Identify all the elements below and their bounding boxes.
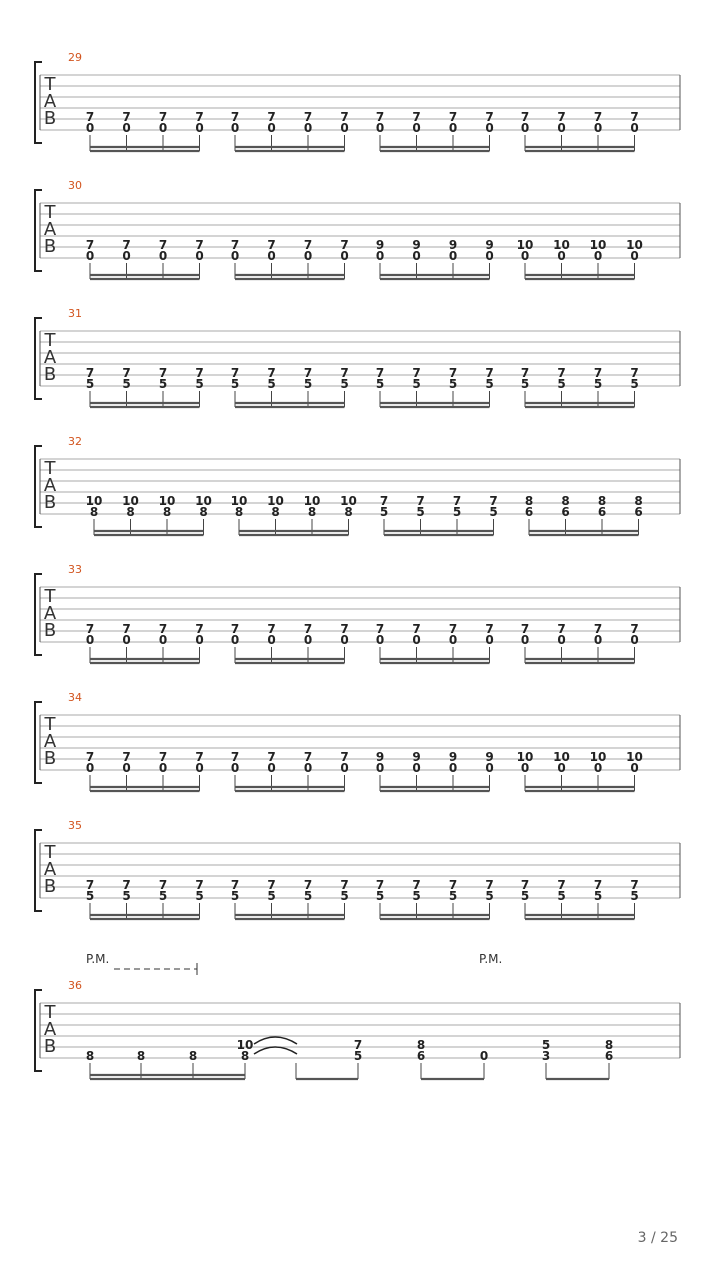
fret-number: 0 (485, 249, 494, 263)
fret-number: 8 (416, 1038, 426, 1052)
fret-number: 0 (375, 249, 385, 263)
fret-number: 0 (448, 249, 458, 263)
fret-number: 0 (230, 761, 240, 775)
fret-number: 0 (630, 121, 639, 135)
fret-number: 5 (412, 377, 421, 391)
measure-number: 34 (68, 691, 82, 704)
fret-number: 0 (85, 249, 95, 263)
fret-number: 7 (557, 622, 566, 636)
fret-number: 7 (375, 622, 385, 636)
fret-number: 7 (267, 366, 276, 380)
fret-number: 5 (158, 889, 168, 903)
fret-number: 6 (416, 1049, 426, 1063)
fret-number: 7 (230, 622, 240, 636)
fret-number: 7 (158, 622, 168, 636)
fret-number: 8 (234, 505, 244, 519)
fret-number: 5 (630, 889, 639, 903)
system-bracket (35, 190, 42, 271)
fret-number: 7 (448, 110, 458, 124)
fret-number: 8 (344, 505, 353, 519)
fret-number: 5 (122, 889, 131, 903)
fret-number: 3 (541, 1049, 551, 1063)
fret-number: 0 (520, 249, 530, 263)
tab-clef-t: T (44, 1002, 56, 1023)
tab-clef-a: A (43, 91, 57, 112)
fret-number: 8 (89, 505, 99, 519)
fret-number: 5 (195, 889, 204, 903)
fret-number: 5 (452, 505, 462, 519)
fret-number: 0 (593, 633, 603, 647)
fret-number: 7 (195, 750, 204, 764)
fret-number: 7 (557, 366, 566, 380)
fret-number: 5 (520, 377, 530, 391)
fret-number: 7 (267, 878, 276, 892)
measure-number: 35 (68, 819, 82, 832)
fret-number: 7 (85, 622, 95, 636)
fret-number: 7 (303, 622, 313, 636)
page-number: 3 / 25 (637, 1230, 678, 1246)
fret-number: 0 (230, 633, 240, 647)
tab-clef-b: B (43, 236, 57, 257)
system-bracket (35, 62, 42, 143)
fret-number: 7 (122, 366, 131, 380)
fret-number: 7 (122, 238, 131, 252)
fret-number: 7 (267, 750, 276, 764)
fret-number: 0 (375, 633, 385, 647)
fret-number: 0 (630, 761, 639, 775)
fret-number: 0 (593, 121, 603, 135)
fret-number: 7 (230, 238, 240, 252)
fret-number: 5 (303, 889, 313, 903)
fret-number: 10 (516, 750, 534, 764)
fret-number: 7 (557, 878, 566, 892)
fret-number: 7 (379, 494, 389, 508)
fret-number: 0 (303, 249, 313, 263)
fret-number: 0 (267, 121, 276, 135)
fret-number: 0 (340, 761, 349, 775)
fret-number: 5 (267, 889, 276, 903)
fret-number: 5 (85, 889, 95, 903)
fret-number: 7 (448, 622, 458, 636)
fret-number: 5 (379, 505, 389, 519)
measure-number: 31 (68, 307, 82, 320)
fret-number: 5 (448, 377, 458, 391)
fret-number: 0 (412, 121, 421, 135)
fret-number: 0 (303, 633, 313, 647)
fret-number: 0 (557, 761, 566, 775)
tab-clef-a: A (43, 731, 57, 752)
fret-number: 7 (489, 494, 498, 508)
fret-number: 7 (593, 622, 603, 636)
measure-number: 33 (68, 563, 82, 576)
fret-number: 8 (597, 494, 607, 508)
fret-number: 0 (485, 633, 494, 647)
fret-number: 7 (412, 110, 421, 124)
tab-clef-t: T (44, 586, 56, 607)
fret-number: 0 (195, 633, 204, 647)
fret-number: 8 (126, 505, 135, 519)
fret-number: 7 (303, 366, 313, 380)
fret-number: 8 (240, 1049, 250, 1063)
tab-clef-b: B (43, 492, 57, 513)
fret-number: 5 (541, 1038, 551, 1052)
fret-number: 0 (479, 1049, 489, 1063)
fret-number: 10 (267, 494, 284, 508)
fret-number: 0 (557, 121, 566, 135)
tab-clef-a: A (43, 859, 57, 880)
fret-number: 5 (593, 377, 603, 391)
fret-number: 8 (307, 505, 317, 519)
fret-number: 5 (340, 377, 349, 391)
fret-number: 0 (158, 249, 168, 263)
fret-number: 7 (557, 110, 566, 124)
fret-number: 5 (230, 889, 240, 903)
fret-number: 0 (557, 633, 566, 647)
fret-number: 0 (195, 249, 204, 263)
system-bracket (35, 446, 42, 527)
tab-clef-a: A (43, 347, 57, 368)
fret-number: 0 (85, 121, 95, 135)
fret-number: 0 (593, 761, 603, 775)
fret-number: 7 (520, 622, 530, 636)
system-bracket (35, 318, 42, 399)
fret-number: 7 (593, 110, 603, 124)
fret-number: 10 (303, 494, 321, 508)
fret-number: 8 (561, 494, 570, 508)
fret-number: 7 (375, 366, 385, 380)
fret-number: 7 (375, 878, 385, 892)
fret-number: 10 (553, 238, 570, 252)
fret-number: 7 (485, 878, 494, 892)
fret-number: 9 (412, 238, 421, 252)
fret-number: 0 (593, 249, 603, 263)
fret-number: 7 (85, 750, 95, 764)
tab-clef-b: B (43, 1036, 57, 1057)
fret-number: 7 (412, 622, 421, 636)
fret-number: 7 (122, 878, 131, 892)
fret-number: 0 (195, 121, 204, 135)
fret-number: 8 (188, 1049, 198, 1063)
measure-number: 32 (68, 435, 82, 448)
tab-clef-b: B (43, 748, 57, 769)
fret-number: 6 (604, 1049, 614, 1063)
fret-number: 0 (158, 633, 168, 647)
fret-number: 9 (485, 238, 494, 252)
fret-number: 5 (230, 377, 240, 391)
fret-number: 7 (122, 750, 131, 764)
fret-number: 10 (340, 494, 357, 508)
fret-number: 8 (524, 494, 534, 508)
fret-number: 5 (630, 377, 639, 391)
fret-number: 7 (267, 110, 276, 124)
fret-number: 0 (230, 121, 240, 135)
fret-number: 0 (122, 633, 131, 647)
fret-number: 7 (340, 238, 349, 252)
fret-number: 0 (630, 633, 639, 647)
fret-number: 10 (230, 494, 248, 508)
fret-number: 7 (195, 366, 204, 380)
fret-number: 0 (267, 633, 276, 647)
fret-number: 0 (520, 761, 530, 775)
fret-number: 7 (122, 622, 131, 636)
fret-number: 0 (303, 761, 313, 775)
fret-number: 5 (489, 505, 498, 519)
fret-number: 9 (485, 750, 494, 764)
fret-number: 8 (604, 1038, 614, 1052)
fret-number: 5 (122, 377, 131, 391)
fret-number: 7 (303, 238, 313, 252)
fret-number: 7 (195, 878, 204, 892)
fret-number: 0 (122, 121, 131, 135)
fret-number: 6 (597, 505, 607, 519)
fret-number: 10 (195, 494, 212, 508)
fret-number: 9 (448, 750, 458, 764)
fret-number: 7 (630, 366, 639, 380)
fret-number: 8 (199, 505, 208, 519)
fret-number: 0 (485, 121, 494, 135)
fret-number: 5 (85, 377, 95, 391)
fret-number: 7 (448, 878, 458, 892)
tie (254, 1037, 297, 1044)
fret-number: 0 (230, 249, 240, 263)
fret-number: 10 (589, 750, 607, 764)
fret-number: 9 (375, 750, 385, 764)
fret-number: 7 (485, 110, 494, 124)
fret-number: 0 (158, 121, 168, 135)
palm-mute-label-1: P.M. (86, 952, 110, 966)
fret-number: 10 (553, 750, 570, 764)
fret-number: 7 (158, 366, 168, 380)
fret-number: 7 (267, 622, 276, 636)
fret-number: 5 (557, 377, 566, 391)
fret-number: 5 (520, 889, 530, 903)
tab-clef-a: A (43, 603, 57, 624)
fret-number: 0 (195, 761, 204, 775)
fret-number: 7 (303, 110, 313, 124)
fret-number: 0 (267, 761, 276, 775)
fret-number: 7 (452, 494, 462, 508)
fret-number: 5 (375, 377, 385, 391)
measure-number: 29 (68, 51, 82, 64)
fret-number: 0 (303, 121, 313, 135)
fret-number: 0 (520, 633, 530, 647)
fret-number: 5 (412, 889, 421, 903)
fret-number: 7 (630, 878, 639, 892)
fret-number: 7 (412, 878, 421, 892)
fret-number: 7 (340, 622, 349, 636)
fret-number: 0 (448, 761, 458, 775)
fret-number: 7 (303, 750, 313, 764)
fret-number: 10 (85, 494, 103, 508)
fret-number: 5 (485, 377, 494, 391)
fret-number: 7 (230, 750, 240, 764)
fret-number: 7 (195, 238, 204, 252)
tab-clef-t: T (44, 202, 56, 223)
fret-number: 6 (524, 505, 534, 519)
fret-number: 0 (448, 633, 458, 647)
fret-number: 7 (630, 622, 639, 636)
measure-number: 30 (68, 179, 82, 192)
fret-number: 7 (520, 878, 530, 892)
fret-number: 5 (448, 889, 458, 903)
fret-number: 6 (561, 505, 570, 519)
system-bracket (35, 702, 42, 783)
fret-number: 10 (236, 1038, 254, 1052)
fret-number: 7 (340, 110, 349, 124)
fret-number: 7 (303, 878, 313, 892)
fret-number: 5 (158, 377, 168, 391)
fret-number: 5 (340, 889, 349, 903)
tab-clef-b: B (43, 108, 57, 129)
fret-number: 5 (303, 377, 313, 391)
fret-number: 0 (630, 249, 639, 263)
measure-number: 36 (68, 979, 82, 992)
fret-number: 7 (85, 366, 95, 380)
system-bracket (35, 830, 42, 911)
fret-number: 9 (448, 238, 458, 252)
fret-number: 0 (340, 633, 349, 647)
fret-number: 10 (158, 494, 176, 508)
fret-number: 7 (158, 878, 168, 892)
tie (254, 1047, 297, 1054)
fret-number: 5 (267, 377, 276, 391)
fret-number: 8 (162, 505, 172, 519)
fret-number: 7 (158, 238, 168, 252)
fret-number: 9 (375, 238, 385, 252)
fret-number: 10 (516, 238, 534, 252)
fret-number: 6 (634, 505, 643, 519)
fret-number: 8 (271, 505, 280, 519)
tab-clef-a: A (43, 219, 57, 240)
fret-number: 0 (520, 121, 530, 135)
fret-number: 7 (520, 110, 530, 124)
fret-number: 10 (626, 750, 643, 764)
fret-number: 7 (340, 366, 349, 380)
fret-number: 7 (353, 1038, 363, 1052)
fret-number: 7 (122, 110, 131, 124)
fret-number: 5 (593, 889, 603, 903)
system-bracket (35, 990, 42, 1071)
fret-number: 0 (158, 761, 168, 775)
fret-number: 0 (122, 761, 131, 775)
fret-number: 0 (122, 249, 131, 263)
fret-number: 10 (589, 238, 607, 252)
fret-number: 7 (485, 622, 494, 636)
fret-number: 0 (85, 633, 95, 647)
tab-clef-b: B (43, 364, 57, 385)
fret-number: 7 (267, 238, 276, 252)
fret-number: 8 (136, 1049, 146, 1063)
tab-clef-b: B (43, 620, 57, 641)
fret-number: 7 (593, 366, 603, 380)
tab-clef-t: T (44, 714, 56, 735)
fret-number: 7 (485, 366, 494, 380)
fret-number: 7 (230, 110, 240, 124)
fret-number: 7 (195, 622, 204, 636)
fret-number: 5 (557, 889, 566, 903)
fret-number: 7 (448, 366, 458, 380)
fret-number: 0 (448, 121, 458, 135)
fret-number: 7 (630, 110, 639, 124)
fret-number: 5 (195, 377, 204, 391)
tab-clef-t: T (44, 458, 56, 479)
tab-clef-t: T (44, 842, 56, 863)
palm-mute-label-2: P.M. (479, 952, 503, 966)
fret-number: 7 (412, 366, 421, 380)
fret-number: 10 (626, 238, 643, 252)
fret-number: 0 (412, 249, 421, 263)
fret-number: 7 (520, 366, 530, 380)
system-bracket (35, 574, 42, 655)
tab-clef-b: B (43, 876, 57, 897)
fret-number: 7 (230, 366, 240, 380)
fret-number: 7 (85, 238, 95, 252)
fret-number: 0 (340, 121, 349, 135)
fret-number: 9 (412, 750, 421, 764)
fret-number: 5 (375, 889, 385, 903)
fret-number: 5 (485, 889, 494, 903)
fret-number: 7 (375, 110, 385, 124)
fret-number: 8 (634, 494, 643, 508)
fret-number: 7 (158, 110, 168, 124)
fret-number: 7 (85, 110, 95, 124)
fret-number: 0 (375, 761, 385, 775)
tab-clef-t: T (44, 330, 56, 351)
fret-number: 8 (85, 1049, 95, 1063)
fret-number: 0 (375, 121, 385, 135)
fret-number: 7 (158, 750, 168, 764)
fret-number: 0 (557, 249, 566, 263)
fret-number: 0 (412, 633, 421, 647)
tab-clef-a: A (43, 475, 57, 496)
fret-number: 0 (485, 761, 494, 775)
fret-number: 0 (267, 249, 276, 263)
fret-number: 7 (85, 878, 95, 892)
fret-number: 7 (416, 494, 425, 508)
fret-number: 7 (340, 878, 349, 892)
fret-number: 5 (353, 1049, 363, 1063)
fret-number: 7 (195, 110, 204, 124)
fret-number: 0 (412, 761, 421, 775)
fret-number: 5 (416, 505, 425, 519)
tab-clef-t: T (44, 74, 56, 95)
fret-number: 7 (593, 878, 603, 892)
fret-number: 7 (340, 750, 349, 764)
fret-number: 0 (340, 249, 349, 263)
fret-number: 0 (85, 761, 95, 775)
fret-number: 7 (230, 878, 240, 892)
fret-number: 10 (122, 494, 139, 508)
tab-clef-a: A (43, 1019, 57, 1040)
